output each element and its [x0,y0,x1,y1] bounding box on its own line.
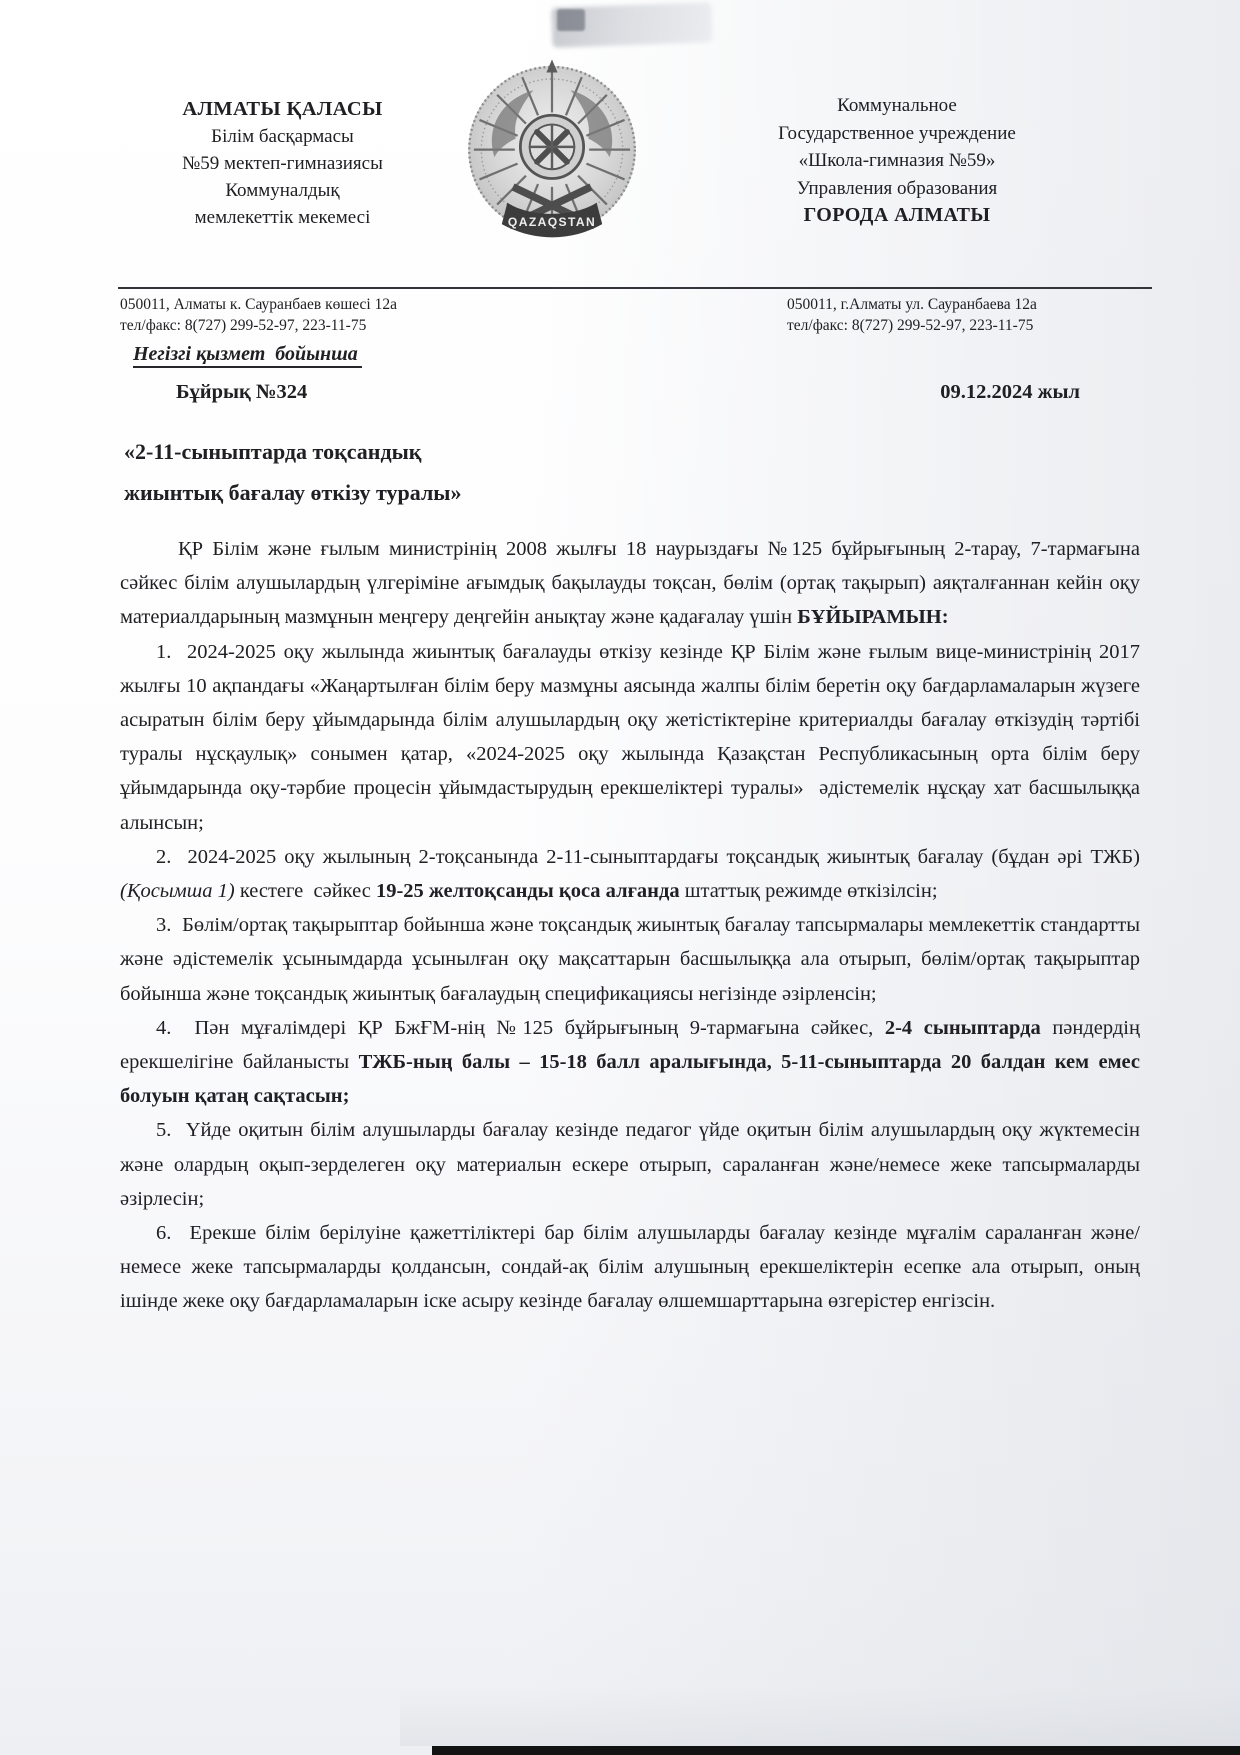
org-name-ru-line: Государственное учреждение [778,122,1016,144]
address-kk: 050011, Алматы к. Сауранбаев көшесі 12а [120,296,397,313]
paragraph-item-1: 1. 2024-2025 оқу жылында жиынтық бағалауды өткізу кезінде ҚР Білім және ғылым вице-министрінің 2017 жылғы 10 ақпандағы «Жаңартылған білім беру мазмұны аясында жалпы білім беретін оқу бағдарламаларын жүзеге асыратын білім беру ұйымдарында білім алушылардың оқу жетістіктеріне критериалды бағалау өткізудің тәртібі туралы нұсқаулық» сонымен қатар, «2024-2025 оқу жылында Қазақстан Республикасының орта білім беру ұйымдарында оқу-тәрбие процесін ұйымдастырудың ерекшеліктері туралы» әдістемелік нұсқау хат басшылыққа алынсын; [120,640,1140,834]
org-name-kk-line: Білім басқармасы [211,126,354,147]
org-name-ru-line: ГОРОДА АЛМАТЫ [803,204,991,226]
contact-right [787,294,1155,336]
contact-left [120,294,397,336]
org-name-kk-line: мемлекеттік мекемесі [194,207,371,228]
org-name-kk-line: №59 мектеп-гимназиясы [182,153,383,174]
emblem-container [457,56,647,253]
document-title [124,431,1240,513]
paragraph-item-2: 2. 2024-2025 оқу жылының 2-тоқсанында 2-11-сыныптардағы тоқсандық жиынтық бағалау (бұдан әрі ТЖБ) (Қосымша 1) кестеге сәйкес 19-25 желтоқсанды қоса алғанда штаттық режимде өткізілсін; [120,845,1140,903]
address-ru: 050011, г.Алматы ул. Сауранбаева 12а [787,296,1037,313]
emblem-banner-label: QAZAQSTAN [507,214,597,229]
order-meta-row [176,381,1080,404]
paragraph-item-6: 6. Ерекше білім берілуіне қажеттіліктері бар білім алушыларды бағалау кезінде мұғалім сараланған және/немесе жеке тапсырмаларды қолдансын, сондай-ақ білім алушының ерекшеліктерін есепке ала отырып, оның ішінде жеке оқу бағдарламаларын іске асыру кезінде бағалау өлшемшарттарына өзгерістер енгізсін. [120,1222,1140,1313]
paragraph-item-4: 4. Пән мұғалімдері ҚР БжҒМ-нің №125 бұйрығының 9-тармағына сәйкес, 2-4 сыныптарда пәндердің ерекшелігіне байланысты ТЖБ-ның балы – 15-18 балл аралығында, 5-11-сыныптарда 20 балдан кем емес болуын қатаң сақтасын; [120,1016,1141,1108]
paragraph-item-3: 3. Бөлім/ортақ тақырыптар бойынша және тоқсандық жиынтық бағалау тапсырмалары мемлекеттік стандартты және әдістемелік ұсынымдарда ұсынылған оқу мақсаттарын басшылыққа ала отырып, бөлім/ортақ тақырыптар бойынша және тоқсандық жиынтық бағалаудың спецификациясы негізінде әзірленсін; [120,914,1140,1005]
letterhead-russian-block [687,92,1107,230]
org-name-ru-line: Управления образования [796,177,998,199]
paragraph-preamble: ҚР Білім және ғылым министрінің 2008 жылғы 18 наурыздағы №125 бұйрығының 2-тарау, 7-тармағына сәйкес білім алушылардың үлгеріміне ағымдық бақылауды тоқсан, бөлім (ортақ тақырып) аяқталғаннан кейін оқу материалдарының мазмұнын меңгеру деңгейін анықтау және қадағалау үшін БҰЙЫРАМЫН: [120,538,1140,629]
org-name-kk-line: АЛМАТЫ ҚАЛАСЫ [182,98,383,120]
scan-artifact-bottom-shade [400,1686,1240,1746]
org-name-ru-line: «Школа-гимназия №59» [798,150,996,171]
activity-type-line: Негізгі қызмет бойынша [133,343,1240,366]
document-title-line-1: «2-11-сыныптарда тоқсандық [124,439,422,464]
document-title-line-2: жиынтық бағалау өткізу туралы» [124,480,462,505]
org-name-kk-line: Коммуналдық [225,180,340,201]
order-number: Бұйрық №324 [176,381,308,403]
contact-block [120,294,1155,336]
letterhead-kazakh-block [110,96,455,231]
paragraph-item-5: 5. Үйде оқитын білім алушыларды бағалау кезінде педагог үйде оқитын білім алушылардың оқу жүктемесін және олардың оқып-зерделеген оқу материалын ескере отырып, сараланған және/немесе жеке тапсырмаларды әзірлесін; [120,1119,1140,1210]
order-date: 09.12.2024 жыл [940,381,1080,403]
phone-fax-kk: тел/факс: 8(727) 299-52-97, 223-11-75 [120,317,367,334]
org-name-ru-line: Коммунальное [837,95,957,116]
scan-artifact-top-dark [557,9,585,31]
document-body [120,532,1140,1319]
header-divider [118,287,1152,289]
scan-artifact-bottom-bar [432,1746,1240,1755]
kazakhstan-emblem-icon [459,56,645,248]
phone-fax-ru: тел/факс: 8(727) 299-52-97, 223-11-75 [787,317,1034,334]
